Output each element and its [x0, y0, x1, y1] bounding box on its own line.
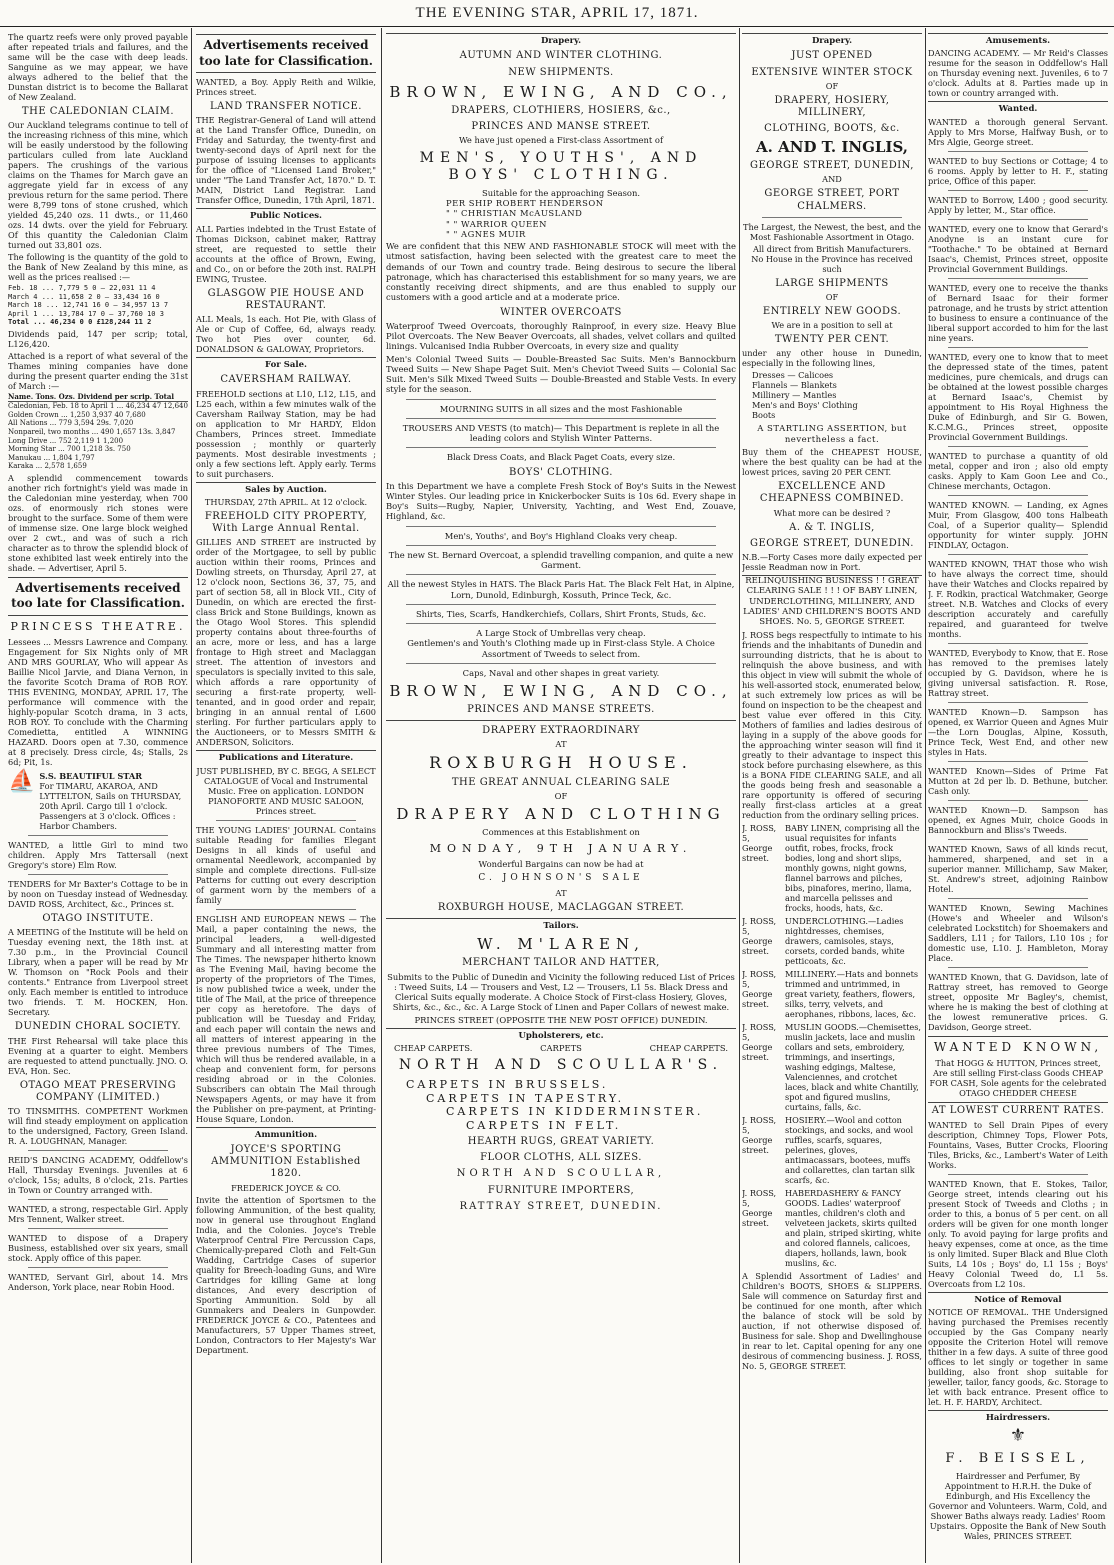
nohouse-line: No House in the Province has received such — [751, 253, 913, 274]
glasgow-title: GLASGOW PIE HOUSE AND RESTAURANT. — [207, 287, 365, 311]
column-rule — [739, 28, 740, 1563]
lines-item: Men's and Boys' Clothing — [752, 400, 858, 411]
shipments-title: NEW SHIPMENTS. — [508, 66, 614, 78]
brown-ewing-title: BROWN, EWING, AND CO., — [389, 82, 733, 101]
divider — [28, 1267, 168, 1268]
ship-list-item: " " WARRIOR QUEEN — [446, 218, 548, 229]
divider — [406, 604, 716, 605]
largest-line: The Largest, the Newest, the best, and the Most Fashionable Assortment in Otago. — [743, 221, 921, 242]
gold-row: Feb. 18 ... 7,779 5 0 — 22,031 11 4 — [8, 284, 156, 293]
section-drapery: Drapery. — [742, 33, 922, 46]
at-line-2: AT — [555, 888, 567, 899]
company-row: All Nations ... 779 3,594 29s. 7,020 — [8, 419, 134, 428]
bernard-line: The new St. Bernard Overcoat, a splendid travelling companion, and quite a new Garment. — [388, 549, 734, 571]
caversham-body: FREEHOLD sections at L10, L12, L15, and L25 each, within a few minutes walk of the Caversham Railway Station, may be had on application to Mr HARDY, Eldon Chambers, Princes street. Immediate possession ; monthly or quarterly payments. Most desirable investments ; only a few sections left. Apply early. Terms to suit purchasers. — [196, 388, 376, 479]
lowest-rates: AT LOWEST CURRENT RATES. — [928, 1102, 1108, 1117]
otago-institute-title: OTAGO INSTITUTE. — [42, 913, 154, 925]
ross-item — [742, 1188, 922, 1268]
divider — [406, 623, 716, 624]
wanted-ad: WANTED Known, Saws of all kinds recut, hammered, sharpened, and set in a superior manner. Millichamp, Saw Maker, St. Andrew's street, adjoining Rainbow Hotel. — [928, 843, 1108, 894]
lines-list — [742, 370, 922, 420]
just-published: JUST PUBLISHED, BY C. BEGG, A SELECT CATALOGUE of Vocal and Instrumental Music. Free on application. LONDON PIANOFORTE AND MUSIC SALOON, Princes street. — [196, 765, 376, 816]
column-rule — [925, 28, 926, 1563]
wanted-ad: WANTED a thorough general Servant. Apply to Mrs Morse, Halfway Bush, or to Mrs Algie, George street. — [928, 116, 1108, 147]
ross-item-text: HOSIERY.—Wool and cotton stockings, and socks, and wool ruffles, scarfs, squares, pelerines, gloves, antimacassars, bootees, muffs and collarettes, clan tartan silk scarfs, &c. — [785, 1114, 915, 1185]
company-row: Long Drive ... 752 2,119 1 1,200 — [8, 436, 124, 445]
company-row: Karaka ... 2,578 1,659 — [8, 462, 87, 471]
section-upholsterers: Upholsterers, etc. — [386, 1028, 736, 1041]
boys-body: In this Department we have a complete Fresh Stock of Boy's Suits in the Newest Winter Styles. Our leading price in Knickerbocker Suits is 10s 6d. Every shape in Boy's Suits—Rugby, Napier, University, Yachting, and West End, Zouave, Highland, &c. — [386, 480, 736, 522]
gold-table — [8, 284, 188, 327]
dividends: Dividends paid, 147 per scrip; total, L126,420. — [8, 328, 188, 349]
coats-line: Black Dress Coats, and Black Paget Coats, every size. — [446, 452, 676, 463]
wanted-ad: WANTED to purchase a quantity of old metal, copper and iron ; also old empty casks. Apply to Kam Goon Lee and Co., Chinese merchants, Octagon. — [928, 450, 1108, 491]
divider — [406, 526, 716, 527]
wanted-ad: WANTED Known—D. Sampson has opened, ex Warrior Queen and Agnes Muir—the Lorn Douglas, Alpine, Kossuth, Prince Teck, West End, and other new styles in Hats. — [928, 706, 1108, 757]
mining-intro: The quartz reefs were only proved payable after repeated trials and failures, and the same will be the case with deep leads. Sanguine as we may appear, we have always adhered to the belief that the Dunstan district is to become the Ballarat of New Zealand. — [8, 32, 188, 102]
divider — [406, 418, 716, 419]
dancing-academy: DANCING ACADEMY. — Mr Reid's Classes resume for the season in Oddfellow's Hall on Thursday evening next. Juveniles, 6 to 7 o'clock. Adults at 8. Parties made up in town or country arranged with. — [928, 48, 1108, 99]
column-2 — [196, 30, 376, 1560]
wanted-ad: WANTED KNOWN, THAT those who wish to have always the correct time, should have their Watches and Clocks repaired by J. F. Rodkin, practical Watchmaker, George street. N.B. Watches and Clocks of every description accurately and carefully repaired, and guaranteed for twelve months. — [928, 558, 1108, 639]
what-more: What more can be desired ? — [773, 507, 891, 518]
divider — [406, 545, 716, 546]
clearing-title: THE GREAT ANNUAL CLEARING SALE — [451, 776, 671, 788]
ross-item-text: UNDERCLOTHING.—Ladies nightdresses, chemises, drawers, camisoles, stays, corsets, corded bands, white petticoats, &c. — [785, 915, 905, 966]
carpets-cell: CARPETS — [540, 1043, 582, 1054]
ross-label: J. ROSS, 5, George street. — [742, 915, 777, 956]
divider — [216, 820, 356, 821]
buy-line: Buy them of the CHEAPEST HOUSE, where the best quality can be had at the lowest prices, saving 20 PER CENT. — [742, 447, 922, 478]
carpets-line: CARPETS IN KIDDERMINSTER. — [446, 1105, 704, 1119]
umbrellas-line: A Large Stock of Umbrellas very cheap. — [476, 628, 646, 639]
wanted-ad: WANTED Known—Sides of Prime Fat Mutton at 2d per lb. D. Bethune, butcher. Cash only. — [928, 765, 1108, 796]
ship-title: S.S. BEAUTIFUL STAR — [39, 771, 143, 782]
auction-date: THURSDAY, 27th APRIL. At 12 o'clock. — [204, 497, 368, 508]
company-row: Nonpareil, two months ... 490 1,657 13s. 3,847 — [8, 427, 176, 436]
tinsmiths: TO TINSMITHS. COMPETENT Workmen will find steady employment on application to the undersigned, Factory, Green Island. R. A. LOUGHNAN, Manager. — [8, 1105, 188, 1146]
section-notice: Notice of Removal — [928, 1292, 1108, 1305]
ship-list-item: PER SHIP ROBERT HENDERSON — [446, 198, 604, 209]
mlaren-title: W. M'LAREN, — [477, 935, 645, 954]
drapers-line: DRAPERS, CLOTHIERS, HOSIERS, &c., — [451, 105, 671, 117]
gentlemen-line: Gentlemen's and Youth's Clothing made up in First-class Style. A Choice Assortment of Tweeds to select from. — [407, 638, 715, 659]
carpets-line: CARPETS IN TAPESTRY. — [426, 1091, 625, 1105]
divider — [406, 663, 716, 664]
trousers-line: TROUSERS AND VESTS (to match)— This Department is replete in all the leading colors and Stylish Winter Patterns. — [402, 422, 720, 443]
column-1 — [8, 30, 188, 1560]
wanted-ad: WANTED, every one to receive the thanks of Bernard Isaac for their former patronage, and he trusts by strict attention to business to ensure a continuance of the liberal support accorded to him for the last nine years. — [928, 282, 1108, 343]
wanted-ad: WANTED, Everybody to Know, that E. Rose has removed to the premises lately occupied by G. Davidson, where he is giving universal satisfaction. R. Rose, Rattray street. — [928, 647, 1108, 698]
lines-item: Boots — [752, 410, 776, 421]
company-table — [8, 393, 188, 471]
ship-list-item: " " AGNES MUIR — [446, 228, 526, 239]
ross-label: J. ROSS, 5, George street. — [742, 1187, 777, 1228]
ship-body: For TIMARU, AKAROA, AND LYTTELTON, Sails on THURSDAY, 20th April. Cargo till 1 o'clock. Passengers at 3 o'clock. Offices : Harbor Chambers. — [39, 781, 182, 832]
wanted-strong-girl: WANTED, a strong, respectable Girl. Apply Mrs Tennent, Walker street. — [8, 1203, 188, 1224]
mens-clothing-title: MEN'S, YOUTHS', AND BOYS' CLOTHING. — [419, 149, 703, 183]
drapery-line: DRAPERY, HOSIERY, MILLINERY, — [774, 94, 890, 118]
company-row: Golden Crown ... 1,250 3,937 40 7,680 — [8, 410, 146, 419]
ship-ad — [8, 771, 188, 831]
beissel-title: F. BEISSEL, — [945, 1451, 1091, 1467]
divider — [762, 217, 902, 218]
freehold-title: FREEHOLD CITY PROPERTY, With Large Annual Rental. — [204, 511, 368, 535]
autumn-title: AUTUMN AND WINTER CLOTHING. — [459, 50, 663, 62]
joyce-title: JOYCE'S SPORTING AMMUNITION Established 1820. — [211, 1144, 361, 1180]
divider — [28, 1199, 168, 1200]
of-line: OF — [825, 80, 839, 91]
wanted-girl: WANTED, a little Girl to mind two children. Apply Mrs Tattersall (next Gregory's store) Elm Row. — [8, 840, 188, 871]
caversham-title: CAVERSHAM RAILWAY. — [220, 374, 352, 386]
ross-item — [742, 823, 922, 913]
wanted-dispose: WANTED to dispose of a Drapery Business, established over six years, small stock. Apply office of this paper. — [8, 1232, 188, 1263]
drain-pipes: WANTED to Sell Drain Pipes of every description, Chimney Tops, Flower Pots, Fountains, Vases, Butter Crocks, Flooring Tiles, Bricks, &c., Lambert's Water of Leith Works. — [928, 1119, 1108, 1170]
of-line: OF — [554, 790, 568, 801]
princess-title: PRINCESS THEATRE. — [10, 619, 186, 633]
large-shipments: LARGE SHIPMENTS — [775, 277, 889, 289]
twenty-percent: TWENTY PER CENT. — [774, 334, 890, 346]
company-header: Name. Tons. Ozs. Dividend per scrip. Total — [8, 393, 188, 403]
wanted-ad: WANTED, every one to know that to meet the depressed state of the times, patent medicines, pure chemicals, and drugs can be obtained at the lowest possible charges at Bernard Isaac's, Chemist by appointment to His Royal Highness the Duke of Edinburgh, and Sir G. Bowen, K.C.M.G., Princes street, opposite Provincial Government Buildings. — [928, 351, 1108, 442]
carpets-list — [386, 1078, 736, 1132]
overcoats-title: WINTER OVERCOATS — [500, 306, 622, 318]
column-rule — [381, 28, 382, 1563]
gold-row: April 1 ... 13,784 17 0 — 37,760 10 3 — [8, 309, 164, 318]
cloaks-line: Men's, Youths', and Boy's Highland Cloaks very cheap. — [444, 530, 678, 541]
joyce-company: FREDERICK JOYCE & CO. — [231, 1182, 341, 1193]
mlaren-address: PRINCES STREET (OPPOSITE THE NEW POST OFFICE) DUNEDIN. — [414, 1014, 708, 1025]
divider — [28, 835, 168, 836]
mourning-line: MOURNING SUITS in all sizes and the most Fashionable — [439, 403, 683, 414]
wanted-ad: WANTED Known—D. Sampson has opened, ex Agnes Muir, choice Goods in Bannockburn and Bliss's Tweeds. — [928, 804, 1108, 835]
gold-row: March 4 ... 11,658 2 0 — 33,434 16 0 — [8, 292, 160, 301]
wanted-boy: WANTED, a Boy. Apply Reith and Wilkie, Princes street. — [196, 77, 376, 98]
ross-item — [742, 969, 922, 1019]
shirts-line: Shirts, Ties, Scarfs, Handkerchiefs, Collars, Shirt Fronts, Studs, &c. — [415, 608, 707, 619]
furniture-line: FURNITURE IMPORTERS, — [487, 1184, 635, 1196]
column-3 — [386, 30, 736, 1560]
ross-body: J. ROSS begs respectfully to intimate to his friends and the inhabitants of Dunedin and surrounding districts, that he is about to relinquish the above business, and with this object in view will submit the whole of his well-assorted stock, enumerated below, at such extremely low prices as will be found on inspection to be the cheapest and best value ever offered in this City. Mothers of families and ladies desirous of laying in a supply of the above goods for the approaching winter season will find it greatly to their advantage to inspect this stock before purchasing elsewhere, as this is a BONA FIDE CLEARING SALE, and all the goods being fresh and seasonable a rare opportunity is offered of securing really first-class articles at a great reduction from the ordinary selling prices. — [742, 629, 922, 820]
north-scoullar-2: NORTH AND SCOULLAR, — [456, 1168, 666, 1180]
ross-label: J. ROSS, 5, George street. — [742, 968, 777, 1009]
joyce-body: Invite the attention of Sportsmen to the following Ammunition, of the best quality, now in general use throughout England India, and the Colonies. Joyce's Treble Waterproof Central Fire Percussion Caps, Chemically-prepared Cloth and Felt-Gun Wadding, Cartridge Cases of superior quality for Breech-loading Guns, and Wire Cartridges for killing Game at long distances, And every description of Sporting Ammunition. Sold by all Gunmakers and Dealers in Gunpowder. FREDERICK JOYCE & CO., Patentees and Manufacturers, 57 Upper Thames street, London, Contractors to Her Majesty's War Department. — [196, 1194, 376, 1355]
wanted-ad: WANTED, every one to know that Gerard's Anodyne is an instant cure for "Toothache." To be obtained at Bernard Isaac's, Chemist, Princes street, opposite Provincial Government Buildings. — [928, 223, 1108, 274]
young-ladies-journal: THE YOUNG LADIES' JOURNAL Contains suitable Reading for families Elegant Designs in all kinds of useful and ornamental Needlework, accompanied by simple and complete directions. Full-size Patterns for cutting out every description of garment worn by the members of a family — [196, 824, 376, 905]
boys-title: BOYS' CLOTHING. — [508, 466, 613, 478]
at-line: AT — [555, 738, 567, 749]
carpets-cell: CHEAP CARPETS. — [649, 1043, 728, 1054]
land-transfer-title: LAND TRANSFER NOTICE. — [210, 101, 362, 113]
column-5 — [928, 30, 1108, 1560]
company-row: Morning Star ... 700 1,218 3s. 750 — [8, 445, 131, 454]
section-tailors: Tailors. — [386, 918, 736, 931]
nb-line: N.B.—Forty Cases more daily expected per Jessie Readman now in Port. — [742, 551, 922, 572]
section-public-notices: Public Notices. — [196, 208, 376, 221]
closing-paragraph: A splendid commencement towards another rich fortnight's yield was made in the Caledonian mine yesterday, when 700 ozs. of enormously rich stones were brought to the surface. Some of them were of immense size. One large block weighed over 2 cwt., and was of such a rich character as to throw the splendid block of stone exhibited last week entirely into the shade. — Advertiser, April 5. — [8, 472, 188, 573]
johnson-line: C. JOHNSON'S SALE — [478, 873, 644, 884]
startling-line: A STARTLING ASSERTION, but nevertheless a fact. — [757, 424, 907, 445]
late-ads-title: Advertisements received too late for Classification. — [196, 34, 376, 73]
winter-stock: EXTENSIVE WINTER STOCK — [751, 66, 913, 78]
ross-item-text: HABERDASHERY & FANCY GOODS. Ladies' waterproof mantles, children's cloth and velveteen jackets, skirts quilted and plain, striped skirting, white and colored flannels, calicoes, diapers, hollands, lawn, book muslins, &c. — [785, 1187, 922, 1268]
ship-list-item: " " CHRISTIAN McAUSLAND — [446, 208, 583, 219]
tenders: TENDERS for Mr Baxter's Cottage to be in by noon on Tuesday instead of Wednesday. DAVID ROSS, Architect, &c., Princes st. — [8, 879, 188, 910]
gillies-body: GILLIES AND STREET are instructed by order of the Mortgagee, to sell by public auction within their rooms, Princes and Dowling streets, on Thursday, April 27, at 12 o'clock noon, Sections 36, 37, 75, and part of section 58, all in Block VII., City of Dunedin, on which are erected the first-class Brick and Stone Buildings, known as the Otago Wool Stores. This splendid property contains about three-fourths of an acre, more or less, and has a large frontage to High street and Maclaggan street. The attention of investors and speculators is specially invited to this sale, which affords a rare opportunity of securing a first-rate property, well-tenanted, and in good order and repair, bringing in an annual rental of L600 sterling. For further particulars apply to the Auctioneers, or to Messrs SMITH & ANDERSON, Solicitors. — [196, 537, 376, 748]
caps-line: Caps, Naval and other shapes in great variety. — [462, 667, 660, 678]
under-line: under any other house in Dunedin, especially in the following lines, — [742, 348, 922, 369]
ross-label: J. ROSS, 5, George street. — [742, 1021, 777, 1062]
carpets-line: CARPETS IN BRUSSELS. — [406, 1078, 609, 1092]
hats-line: All the newest Styles in HATS. The Black Paris Hat. The Black Felt Hat, in Alpine, Lorn, Dunold, Edinburgh, Kossuth, Prince Teck, &c. — [387, 579, 735, 600]
ross-label: J. ROSS, 5, George street. — [742, 822, 777, 863]
commences-line: Commences at this Establishment on — [482, 827, 640, 838]
of-line-2: OF — [825, 292, 839, 303]
and-line: AND — [822, 174, 842, 185]
wanted-servant: WANTED, Servant Girl, about 14. Mrs Anderson, York place, near Robin Hood. — [8, 1271, 188, 1292]
divider — [406, 574, 716, 575]
george-street: GEORGE STREET, DUNEDIN, — [750, 160, 914, 172]
floor-line: FLOOR CLOTHS, ALL SIZES. — [480, 1152, 642, 1164]
section-drapery: Drapery. — [386, 33, 736, 46]
bargains-line: Wonderful Bargains can now be had at — [478, 859, 644, 870]
relinquishing-title: RELINQUISHING BUSINESS ! ! GREAT CLEARING SALE ! ! ! OF BABY LINEN, UNDERCLOTHING, MILLINERY, AND LADIES' AND CHILDREN'S BOOTS AND SHOES. No. 5, GEORGE STREET. — [743, 575, 921, 628]
public-notice-body: ALL Parties indebted in the Trust Estate of Thomas Dickson, cabinet maker, Rattray street, are requested to settle their accounts at the office of Brown, Ewing, and Co., on or before the 20th inst. RALPH EWING, Trustee. — [196, 223, 376, 284]
section-wanted: Wanted. — [928, 101, 1108, 114]
gold-row: Total ... 46,234 0 0 £128,244 11 2 — [8, 318, 152, 327]
masthead: THE EVENING STAR, APRIL 17, 1871. — [0, 0, 1114, 27]
brown-ewing-title-2: BROWN, EWING, AND CO., — [389, 682, 733, 701]
merchant-line: MERCHANT TAILOR AND HATTER, — [462, 957, 660, 969]
royal-arms-icon: ⚜ — [1009, 1425, 1027, 1447]
drapery-clothing-title: DRAPERY AND CLOTHING — [396, 805, 726, 824]
section-ammunition: Ammunition. — [196, 1127, 376, 1140]
divider — [28, 1150, 168, 1151]
column-rule — [191, 28, 192, 1563]
glasgow-body: ALL Meals, 1s each. Hot Pie, with Glass of Ale or Cup of Coffee, 6d, always ready. Two hot Pies over counter, 6d. DONALDSON & GALOWAY, Proprietors. — [196, 314, 376, 355]
confident-paragraph: We are confident that this NEW AND FASHIONABLE STOCK will meet with the utmost satisfaction, having been selected with the greatest care to meet the demands of our Town and country trade. Being desirous to secure the liberal patronage, which has characterised this establishment for so many years, we are constantly receiving direct shipments, and are thus enabled to supply our customers with a good article and at a moderate price. — [386, 241, 736, 303]
divider — [406, 447, 716, 448]
caledonian-title: THE CALEDONIAN CLAIM. — [21, 106, 175, 117]
dancing-academy: REID'S DANCING ACADEMY, Oddfellow's Hall, Thursday Evenings. Juveniles at 6 o'clock, 15s; adults, 8 o'clock, 21s. Parties in Town or Country arranged with. — [8, 1154, 188, 1195]
land-transfer-body: THE Registrar-General of Land will attend at the Land Transfer Office, Dunedin, on Friday and Saturday, the twenty-first and twenty-second days of April next for the purpose of issuing licenses to applicants for the office of "Licensed Land Broker," under "The Land Transfer Act, 1870." D. T. MAIN, District Land Registrar. Land Transfer Office, Dunedin, 17th April, 1871. — [196, 115, 376, 206]
direct-line: All direct from British Manufacturers. — [753, 243, 911, 254]
english-news: ENGLISH AND EUROPEAN NEWS — The Mail, a paper containing the news, the principal leaders, a well-digested Summary and all interesting matter from The Times. The newspaper hitherto known as The Evening Mail, having become the property of the proprietors of The Times, is now published twice a week, under the title of The Mail, at the price of threepence per copy as heretofore. The days of publication will be Tuesday and Friday, and each paper will contain the news and all matters of interest appearing in the three previous numbers of The Times, which will thus be rendered available, in a cheap and convenient form, for persons residing abroad or in the Colonies. Subscribers can obtain The Mail through Newspapers Agents, or may have it from the Publisher on pre-payment, at Printing-House Square, London. — [196, 913, 376, 1124]
excellence-line: EXCELLENCE AND CHEAPNESS COMBINED. — [759, 481, 905, 505]
column-4 — [742, 30, 922, 1560]
princes-line: PRINCES AND MANSE STREET. — [471, 121, 651, 133]
carpets-line: CARPETS IN FELT. — [466, 1118, 622, 1132]
ross-item — [742, 916, 922, 966]
mlaren-body: Submits to the Public of Dunedin and Vicinity the following reduced List of Prices : Tweed Suits, L4 — Trousers and Vest, L2 — Trousers, L1 5s. Black Dress and Clerical Suits equally moderate. A Choice Stock of First-class Hosiery, Gloves, Shirts, &c., &c., &c. A Large Stock of Linen and Paper Collars of newest make. — [387, 971, 735, 1013]
section-for-sale: For Sale. — [196, 357, 376, 370]
lines-item: Dresses — Calicoes — [752, 370, 834, 381]
george-sign: GEORGE STREET, DUNEDIN. — [750, 537, 914, 549]
port-chalmers: GEORGE STREET, PORT CHALMERS. — [764, 188, 900, 212]
meat-title: OTAGO MEAT PRESERVING COMPANY (LIMITED.) — [19, 1079, 177, 1103]
caledonian-body: Our Auckland telegrams continue to tell of the increasing richness of this mine, which will be easily understood by the following particulars culled from late Auckland papers. The crushings of the various claims on the Thames for March gave an aggregate yield far in excess of any previous return for the same period. There were 8,799 tons of stone crushed, which yielded 45,240 ozs. 11 dwts., or 11,460 ozs. 14 dwts. over the yield for February. Of this quantity the Caledonian Claim turned out 33,801 ozs. — [8, 120, 188, 251]
caledonian-body-2: The following is the quantity of the gold to the Bank of New Zealand by this mine, as well as the prices realised :— — [8, 252, 188, 283]
monday-line: MONDAY, 9TH JANUARY. — [429, 841, 693, 855]
ship-icon: ⛵ — [8, 769, 36, 795]
wanted-ad: WANTED to buy Sections or Cottage; 4 to 6 rooms. Apply by letter to H. F., stating price, Office of this paper. — [928, 155, 1108, 186]
inglis-title: A. AND T. INGLIS, — [756, 138, 908, 157]
company-row: Caledonian, Feb. 18 to April 1 ... 46,234 47 12,640 — [8, 402, 188, 411]
divider — [28, 1228, 168, 1229]
divider — [216, 909, 356, 910]
ross-item — [742, 1115, 922, 1185]
wanted-ad: WANTED Known, Sewing Machines (Howe's and Wheeler and Wilson's celebrated Lockstitch) for Shoemakers and Saddlers, L11 ; for Tailors, L10 10s ; for domestic use, L10. J. Hambleton, Moray Place. — [928, 902, 1108, 963]
ross-item-text: MILLINERY.—Hats and bonnets trimmed and untrimmed, in great variety, feathers, flowers, silks, terry, velvets, and aerophanes, ribbons, laces, &c. — [785, 968, 919, 1019]
position-line: We are in a position to sell at — [771, 320, 893, 331]
return-note: Attached is a report of what several of the Thames mining companies have done during the present quarter ending the 31st of March :— — [8, 350, 188, 391]
north-scoullar-title: NORTH AND SCOULLAR'S. — [398, 1057, 724, 1074]
overcoats-list: Waterproof Tweed Overcoats, thoroughly Rainproof, in every size. Heavy Blue Pilot Overcoats. The New Beaver Overcoats, all shades, velvet collars and quilted linings. Vulcanised India Rubber Overcoats, in every size and quality — [386, 320, 736, 352]
opened-line: We have just opened a First-class Assortment of — [458, 135, 664, 146]
hogg-title: WANTED KNOWN, — [928, 1036, 1108, 1055]
princes-line-2: PRINCES AND MANSE STREETS. — [467, 704, 655, 716]
gold-row: March 18 ... 12,741 16 0 — 34,957 13 7 — [8, 301, 169, 310]
ross-item-text: BABY LINEN, comprising all the usual requisites for infants outfit, robes, frocks, frock bodies, long and short slips, monthly gowns, night gowns, flannel barrows and pilches, bibs, pinafores, merino, llama, and marcella pelisses and frocks, hoods, hats, &c. — [785, 822, 920, 913]
section-auction: Sales by Auction. — [196, 482, 376, 495]
section-hairdressers: Hairdressers. — [928, 1410, 1108, 1423]
notice-body: NOTICE OF REMOVAL. THE Undersigned having purchased the Premises recently occupied by the Gas Company nearly opposite the Criterion Hotel will remove thither in a few days. A suite of three good offices to let singly or together in same building, also front shop suitable for jeweller, tailor, fancy goods, &c. Storage to let with back entrance. Present office to let. H. F. HARDY, Architect. — [928, 1306, 1108, 1407]
suits-list: Men's Colonial Tweed Suits — Double-Breasted Sac Suits. Men's Bannockburn Tweed Suits — New Shape Paget Suit. Men's Cheviot Tweed Suits — Colonial Sac Suit. Men's Silk Mixed Tweed Suits — Double-Breasted and Stable Vests. In every style for the season. — [386, 353, 736, 395]
lines-item: Millinery — Mantles — [752, 390, 837, 401]
divider — [406, 399, 716, 400]
extraordinary-title: DRAPERY EXTRAORDINARY — [482, 724, 640, 736]
stokes-ad: WANTED Known, that E. Stokes, Tailor, George street, intends clearing out his present Stock of Tweeds and Cloths ; in order to this, a bonus of 5 per cent. on all orders will be given for one month longer only. To avoid paying for large profits and heavy expenses, come at once, as the time is only limited. Super Black and Blue Cloth Suits, L4 10s ; Boys' do, L1 15s ; Boys' Heavy Colonial Tweed do, L1 5s. Overcoats from L2 10s. — [928, 1178, 1108, 1289]
wanted-ad: WANTED Known, that G. Davidson, late of Rattray street, has removed to George street, opposite Mr Bagley's, chemist, where he is making the best of clothing at the lowest remunerative prices. G. Davidson, George street. — [928, 971, 1108, 1032]
ship-list — [446, 198, 736, 239]
choral-title: DUNEDIN CHORAL SOCIETY. — [14, 1021, 182, 1033]
choral-body: THE First Rehearsal will take place this Evening at a quarter to eight. Members are requested to attend punctually. JNO. O. EVA, Hon. Sec. — [8, 1035, 188, 1076]
princess-body: Lessees ... Messrs Lawrence and Company. Engagement for Six Nights only of MR AND MRS GOURLAY, Who will appear As Baillie Nicol Jarvie, and Diana Vernon, in the favorite Scotch Drama of ROB ROY. THIS EVENING, MONDAY, APRIL 17, The performance will commence with the highly-popular Scotch drama, in 3 acts, ROB ROY. To conclude with the Charming Comedietta, entitled A WINNING HAZARD. Doors open at 7.30, commence at 8 precisely. Dress circle, 4s; Stalls, 2s 6d; Pit, 1s. — [8, 637, 188, 768]
ross-item — [742, 1022, 922, 1112]
rattray-line: RATTRAY STREET, DUNEDIN. — [459, 1200, 663, 1212]
divider — [28, 874, 168, 875]
ross-tail: A Splendid Assortment of Ladies' and Children's BOOTS, SHOES & SLIPPERS. Sale will commence on Saturday first and be continued for one month, after which the balance of stock will be sold by auction, if not otherwise disposed of. Business for sale. Shop and Dwellinghouse in rear to let. Capital opening for any one desirous of commencing business. J. ROSS, No. 5, GEORGE STREET. — [742, 1270, 922, 1371]
carpets-cell: CHEAP CARPETS. — [394, 1043, 473, 1054]
beissel-body: Hairdresser and Perfumer, By Appointment to H.R.H. the Duke of Edinburgh, and His Excellency the Governor and Volunteers. Warm, Cold, and Shower Baths always ready. Ladies' Room Upstairs. Opposite the Bank of New South Wales, PRINCES STREET. — [928, 1471, 1108, 1542]
roxburgh-title: ROXBURGH HOUSE. — [429, 753, 693, 773]
section-publications: Publications and Literature. — [196, 750, 376, 763]
entirely-new: ENTIRELY NEW GOODS. — [762, 306, 902, 318]
otago-institute-body: A MEETING of the Institute will be held on Tuesday evening next, the 18th inst. at 7.30 p.m., in the Provincial Council Library, when a paper will be read by Mr W. Thomson on "Rock Pools and their contents." Entrance from Liverpool street only. Each member is entitled to introduce two friends. T. M. HOCKEN, Hon. Secretary. — [8, 927, 188, 1018]
inglis-sign: A. & T. INGLIS, — [789, 521, 875, 533]
roxburgh-address: ROXBURGH HOUSE, MACLAGGAN STREET. — [437, 902, 685, 914]
hearth-line: HEARTH RUGS, GREAT VARIETY. — [467, 1136, 655, 1148]
hogg-body: That HOGG & HUTTON, Princes street, Are still selling First-class Goods CHEAP FOR CASH, Sole agents for the celebrated OTAGO CHEDDER CHEESE — [929, 1058, 1107, 1099]
carpets-row — [386, 1043, 736, 1053]
suitable-line: Suitable for the approaching Season. — [481, 187, 641, 198]
late-ads-title: Advertisements received too late for Classification. — [8, 577, 188, 616]
ross-item-text: MUSLIN GOODS.—Chemisettes, muslin jackets, lace and muslin collars and sets, embroidery, trimmings, and insertings, washing edgings, Maltese, Valenciennes, and crotchet laces, black and white Chantilly, spot and figured muslins, curtains, falls, &c. — [785, 1021, 922, 1112]
section-amusements: Amusements. — [928, 33, 1108, 46]
lines-item: Flannels — Blankets — [752, 380, 837, 391]
clothing-line: CLOTHING, BOOTS, &c. — [764, 123, 900, 135]
wanted-ad: WANTED KNOWN. — Landing, ex Agnes Muir, From Glasgow, 400 tons Halbeath Coal, of a Superior quality— Splendid opportunity for winter supply. JOHN FINDLAY, Octagon. — [928, 499, 1108, 550]
ross-label: J. ROSS, 5, George street. — [742, 1114, 777, 1155]
just-opened: JUST OPENED — [791, 50, 873, 62]
wanted-ad: WANTED to Borrow, L400 ; good security. Apply by letter, M., Star office. — [928, 194, 1108, 215]
company-row: Manukau ... 1,804 1,797 — [8, 453, 95, 462]
